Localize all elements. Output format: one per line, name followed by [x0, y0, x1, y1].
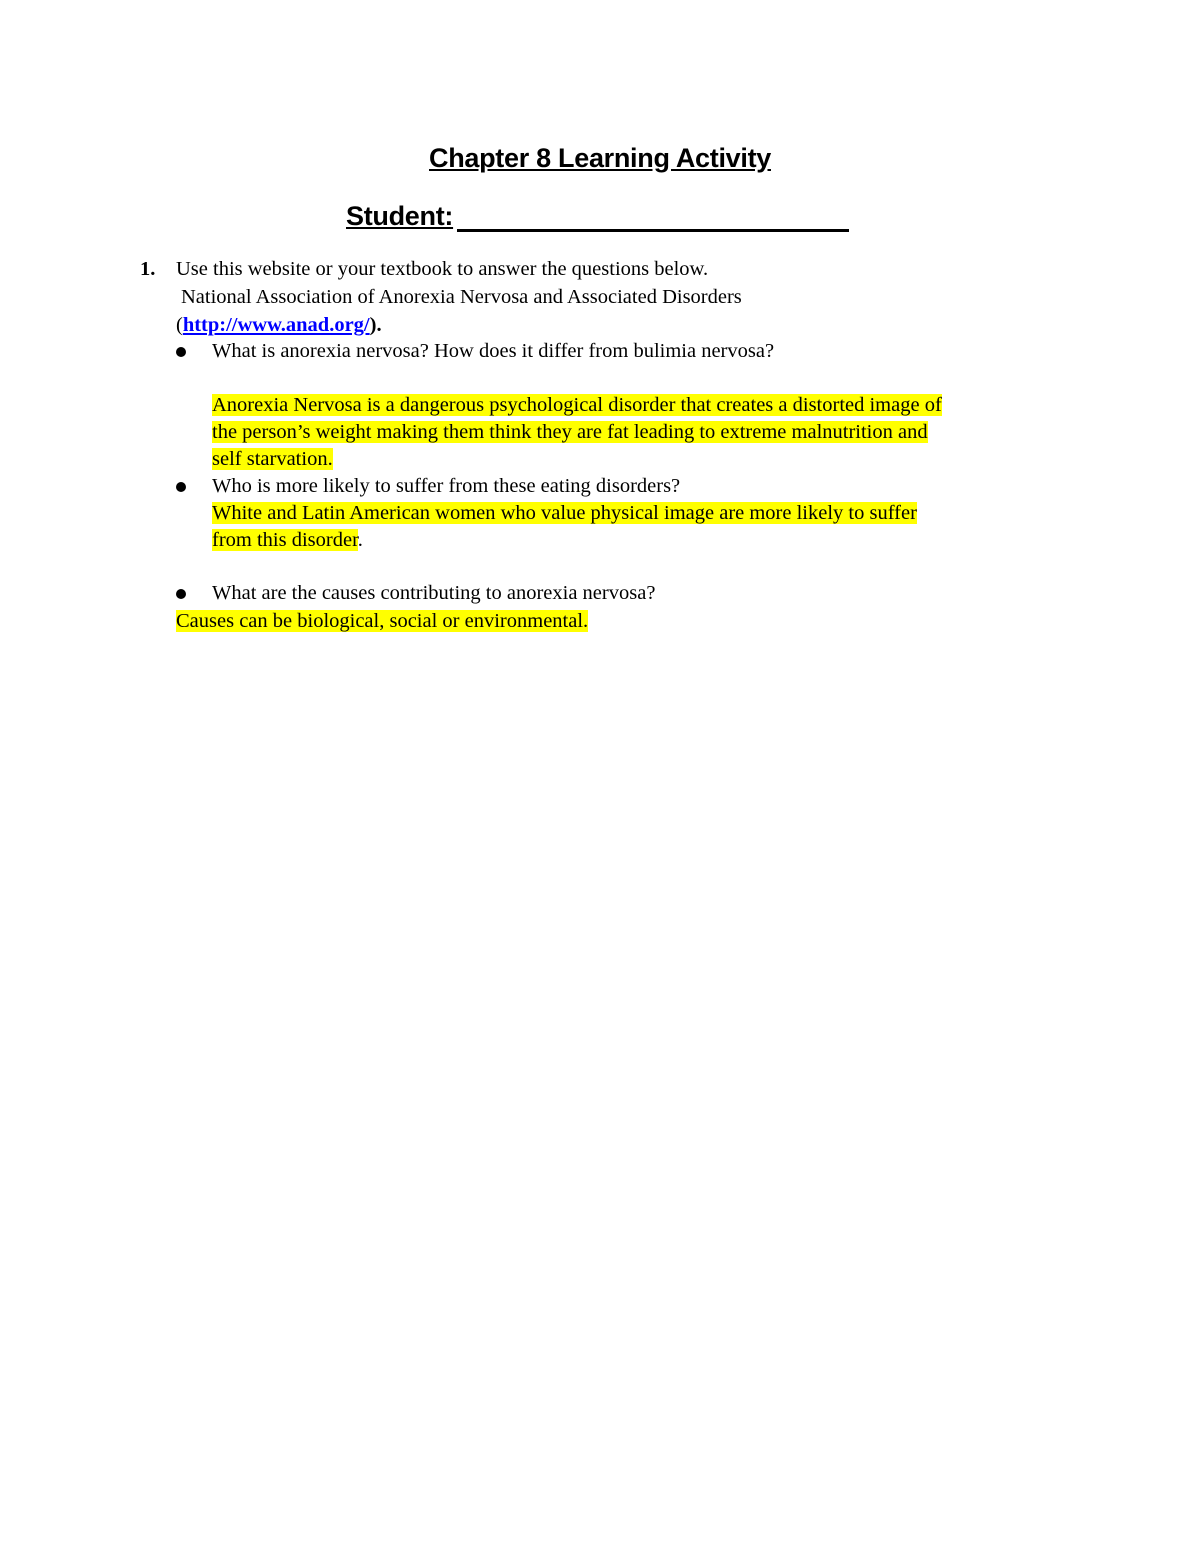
close-paren: ). — [369, 314, 382, 336]
instruction-text: Use this website or your textbook to answer the questions below. — [176, 258, 709, 280]
answer-2-line-1: White and Latin American women who value physical image are more likely to suffer — [212, 502, 917, 524]
answer-1-line-3: self starvation. — [212, 448, 333, 470]
document-title: Chapter 8 Learning Activity — [429, 143, 771, 173]
answer-3-line-1: Causes can be biological, social or environmental. — [176, 610, 589, 632]
source-link-line — [176, 312, 382, 339]
anad-link[interactable]: http://www.anad.org/ — [182, 314, 370, 336]
bullet-icon — [176, 482, 186, 492]
answer-1-line-2: the person’s weight making them think they are fat leading to extreme malnutrition and — [212, 421, 928, 443]
bullet-icon — [176, 347, 186, 357]
source-name: National Association of Anorexia Nervosa and Associated Disorders — [181, 286, 742, 308]
question-2: Who is more likely to suffer from these eating disorders? — [212, 475, 681, 497]
answer-2-period: . — [357, 529, 363, 551]
student-label: Student: — [346, 201, 454, 231]
student-name-blank[interactable] — [457, 201, 849, 232]
open-paren: ( — [176, 314, 183, 336]
bullet-icon — [176, 589, 186, 599]
answer-2-line-2: from this disorder. — [212, 529, 363, 551]
question-3: What are the causes contributing to anorexia nervosa? — [212, 582, 656, 604]
answer-1-line-1: Anorexia Nervosa is a dangerous psychological disorder that creates a distorted image of — [212, 394, 942, 416]
item-number: 1. — [140, 258, 156, 280]
student-name-field — [346, 201, 849, 232]
question-1: What is anorexia nervosa? How does it differ from bulimia nervosa? — [212, 340, 775, 362]
